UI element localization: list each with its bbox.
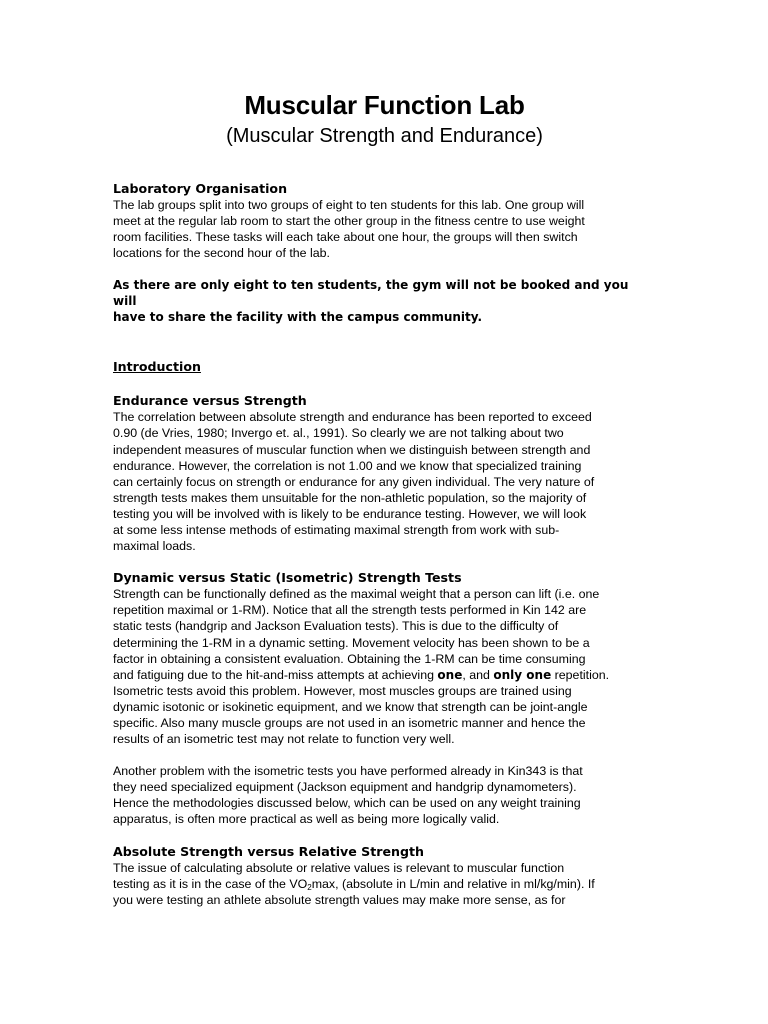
text-line: As there are only eight to ten students, the gym will not be booked and you will bbox=[113, 278, 629, 309]
paragraph bbox=[113, 409, 656, 554]
text-line: maximal loads. bbox=[113, 539, 196, 554]
text-line: dynamic isotonic or isokinetic equipment, and we know that strength can be joint-angle bbox=[113, 699, 588, 714]
text-line: Strength can be functionally defined as the maximal weight that a person can lift (i.e. one bbox=[113, 587, 600, 602]
text-line: you were testing an athlete absolute strength values may make more sense, as for bbox=[113, 892, 566, 907]
text-line: can certainly focus on strength or endurance for any given individual. The very nature of bbox=[113, 474, 595, 489]
text-line: locations for the second hour of the lab. bbox=[113, 246, 330, 261]
text-line: apparatus, is often more practical as well as being more logically valid. bbox=[113, 812, 500, 827]
text-line: strength tests makes them unsuitable for the non-athletic population, so the majority of bbox=[113, 490, 587, 505]
text-line: endurance. However, the correlation is not 1.00 and we know that specialized training bbox=[113, 458, 582, 473]
text-line: room facilities. These tasks will each take about one hour, the groups will then switch bbox=[113, 230, 578, 245]
text-line: Isometric tests avoid this problem. However, most muscles groups are trained using bbox=[113, 683, 572, 698]
section-heading: Dynamic versus Static (Isometric) Strength Tests bbox=[113, 570, 462, 586]
document-title: Muscular Function Lab bbox=[244, 90, 525, 120]
text-line: factor in obtaining a consistent evaluation. Obtaining the 1-RM can be time consuming bbox=[113, 651, 586, 666]
section-heading: Endurance versus Strength bbox=[113, 393, 307, 409]
section-endurance-vs-strength bbox=[113, 393, 656, 554]
subscript: 2 bbox=[307, 882, 312, 892]
section-heading: Absolute Strength versus Relative Strength bbox=[113, 843, 424, 859]
text-line bbox=[113, 876, 656, 892]
section-absolute-vs-relative bbox=[113, 844, 656, 908]
emphasis-only-one: only one bbox=[493, 667, 552, 682]
text-line: The issue of calculating absolute or relative values is relevant to muscular function bbox=[113, 860, 565, 875]
text-line: determining the 1-RM in a dynamic setting. Movement velocity has been shown to be a bbox=[113, 635, 590, 650]
section-lab-organisation bbox=[113, 181, 656, 325]
text-line: testing you will be involved with is likely to be endurance testing. However, we will look bbox=[113, 506, 587, 521]
bold-notice bbox=[113, 277, 656, 325]
text-line: The correlation between absolute strength and endurance has been reported to exceed bbox=[113, 410, 592, 425]
paragraph bbox=[113, 197, 656, 261]
text-line: repetition maximal or 1-RM). Notice that all the strength tests performed in Kin 142 are bbox=[113, 603, 587, 618]
text-run: , and bbox=[462, 667, 494, 682]
text-line: specific. Also many muscle groups are not used in an isometric manner and hence the bbox=[113, 715, 586, 730]
text-line: they need specialized equipment (Jackson equipment and handgrip dynamometers). bbox=[113, 780, 577, 795]
text-run: max, (absolute in L/min and relative in ml/kg/min). If bbox=[311, 876, 595, 891]
text-line bbox=[113, 667, 656, 683]
section-heading: Laboratory Organisation bbox=[113, 181, 288, 196]
section-dynamic-vs-static bbox=[113, 570, 656, 827]
paragraph bbox=[113, 586, 656, 747]
paragraph bbox=[113, 763, 656, 827]
text-line: have to share the facility with the campus community. bbox=[113, 310, 483, 325]
document-subtitle: (Muscular Strength and Endurance) bbox=[226, 125, 543, 147]
paragraph bbox=[113, 860, 656, 908]
text-line: The lab groups split into two groups of eight to ten students for this lab. One group will bbox=[113, 198, 585, 212]
text-run: and fatiguing due to the hit-and-miss attempts at achieving bbox=[113, 667, 438, 682]
text-line: Another problem with the isometric tests you have performed already in Kin343 is that bbox=[113, 764, 583, 779]
emphasis-one: one bbox=[437, 667, 463, 682]
text-line: results of an isometric test may not relate to function very well. bbox=[113, 732, 455, 747]
text-run: repetition. bbox=[551, 667, 610, 682]
text-line: independent measures of muscular function when we distinguish between strength and bbox=[113, 442, 591, 457]
text-line: Hence the methodologies discussed below, which can be used on any weight training bbox=[113, 796, 581, 811]
text-line: at some less intense methods of estimating maximal strength from work with sub- bbox=[113, 523, 560, 538]
introduction-heading: Introduction bbox=[113, 359, 201, 375]
text-line: static tests (handgrip and Jackson Evaluation tests). This is due to the difficulty of bbox=[113, 619, 559, 634]
text-line: 0.90 (de Vries, 1980; Invergo et. al., 1991). So clearly we are not talking about two bbox=[113, 426, 564, 441]
text-line: meet at the regular lab room to start the other group in the fitness centre to use weight bbox=[113, 214, 585, 229]
text-run: testing as it is in the case of the VO bbox=[113, 876, 308, 891]
